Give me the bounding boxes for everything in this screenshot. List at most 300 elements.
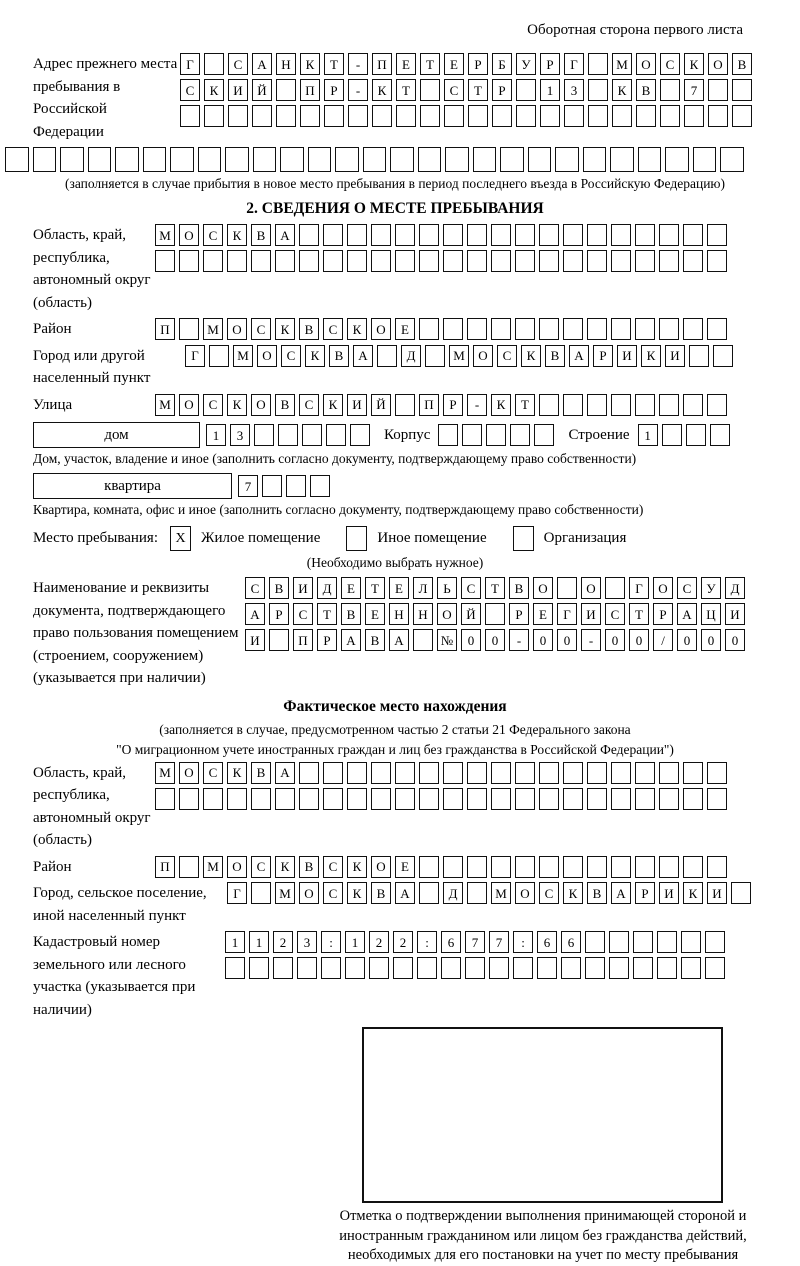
char-cell[interactable]: С (323, 882, 343, 904)
char-cell[interactable] (657, 931, 677, 953)
char-cell[interactable]: М (155, 394, 175, 416)
char-cell[interactable] (377, 345, 397, 367)
char-cell[interactable] (143, 147, 167, 172)
char-cell[interactable] (155, 788, 175, 810)
char-cell[interactable]: Д (443, 882, 463, 904)
char-cell[interactable] (681, 957, 701, 979)
char-cell[interactable] (684, 105, 704, 127)
char-cell[interactable]: М (203, 856, 223, 878)
char-cell[interactable]: О (179, 394, 199, 416)
char-cell[interactable]: В (509, 577, 529, 599)
char-cell[interactable] (179, 788, 199, 810)
char-cell[interactable] (468, 105, 488, 127)
char-cell[interactable]: С (323, 318, 343, 340)
char-cell[interactable] (5, 147, 29, 172)
char-cell[interactable]: П (293, 629, 313, 651)
char-cell[interactable]: Е (444, 53, 464, 75)
char-cell[interactable] (564, 105, 584, 127)
char-cell[interactable]: М (155, 762, 175, 784)
char-cell[interactable] (443, 318, 463, 340)
char-cell[interactable] (693, 147, 717, 172)
char-cell[interactable]: С (203, 394, 223, 416)
checkbox-zhiloe[interactable]: X (170, 526, 191, 551)
char-cell[interactable] (707, 224, 727, 246)
char-cell[interactable] (419, 882, 439, 904)
char-cell[interactable] (286, 475, 306, 497)
char-cell[interactable] (515, 250, 535, 272)
char-cell[interactable]: 1 (345, 931, 365, 953)
char-cell[interactable] (683, 762, 703, 784)
char-cell[interactable]: Г (557, 603, 577, 625)
char-cell[interactable] (683, 856, 703, 878)
char-cell[interactable] (555, 147, 579, 172)
char-cell[interactable] (473, 147, 497, 172)
char-cell[interactable]: О (515, 882, 535, 904)
char-cell[interactable] (348, 105, 368, 127)
char-cell[interactable] (419, 224, 439, 246)
char-cell[interactable]: О (533, 577, 553, 599)
char-cell[interactable] (278, 424, 298, 446)
char-cell[interactable]: Й (371, 394, 391, 416)
char-cell[interactable] (438, 424, 458, 446)
char-cell[interactable] (467, 250, 487, 272)
char-cell[interactable]: Й (461, 603, 481, 625)
char-cell[interactable]: В (299, 856, 319, 878)
char-cell[interactable] (491, 856, 511, 878)
char-cell[interactable] (732, 105, 752, 127)
char-cell[interactable]: - (467, 394, 487, 416)
char-cell[interactable]: К (204, 79, 224, 101)
char-cell[interactable] (299, 788, 319, 810)
char-cell[interactable]: А (252, 53, 272, 75)
char-cell[interactable] (251, 882, 271, 904)
char-cell[interactable]: Р (269, 603, 289, 625)
char-cell[interactable]: Ц (701, 603, 721, 625)
char-cell[interactable]: К (347, 318, 367, 340)
char-cell[interactable] (539, 788, 559, 810)
char-cell[interactable] (588, 105, 608, 127)
char-cell[interactable] (393, 957, 413, 979)
char-cell[interactable]: И (228, 79, 248, 101)
char-cell[interactable] (683, 250, 703, 272)
char-cell[interactable]: 2 (393, 931, 413, 953)
char-cell[interactable] (707, 856, 727, 878)
char-cell[interactable] (420, 105, 440, 127)
char-cell[interactable]: Д (725, 577, 745, 599)
checkbox-organizatsiya[interactable] (513, 526, 534, 551)
char-cell[interactable]: С (251, 318, 271, 340)
char-cell[interactable] (227, 250, 247, 272)
char-cell[interactable]: : (417, 931, 437, 953)
char-cell[interactable]: С (245, 577, 265, 599)
char-cell[interactable]: О (179, 762, 199, 784)
char-cell[interactable] (563, 224, 583, 246)
char-cell[interactable]: М (612, 53, 632, 75)
char-cell[interactable]: Г (629, 577, 649, 599)
char-cell[interactable] (372, 105, 392, 127)
char-cell[interactable] (275, 250, 295, 272)
char-cell[interactable] (707, 762, 727, 784)
char-cell[interactable]: 0 (701, 629, 721, 651)
char-cell[interactable] (540, 105, 560, 127)
char-cell[interactable]: Т (468, 79, 488, 101)
char-cell[interactable] (324, 105, 344, 127)
char-cell[interactable]: К (491, 394, 511, 416)
char-cell[interactable] (280, 147, 304, 172)
char-cell[interactable] (413, 629, 433, 651)
char-cell[interactable] (539, 318, 559, 340)
char-cell[interactable]: С (299, 394, 319, 416)
char-cell[interactable] (587, 318, 607, 340)
char-cell[interactable] (659, 394, 679, 416)
char-cell[interactable] (683, 394, 703, 416)
char-cell[interactable] (467, 762, 487, 784)
char-cell[interactable] (467, 224, 487, 246)
char-cell[interactable]: С (203, 762, 223, 784)
char-cell[interactable] (539, 762, 559, 784)
char-cell[interactable]: И (581, 603, 601, 625)
char-cell[interactable]: К (227, 394, 247, 416)
char-cell[interactable] (396, 105, 416, 127)
char-cell[interactable]: 7 (684, 79, 704, 101)
char-cell[interactable] (310, 475, 330, 497)
char-cell[interactable]: 6 (537, 931, 557, 953)
char-cell[interactable] (443, 788, 463, 810)
char-cell[interactable] (587, 224, 607, 246)
char-cell[interactable]: Р (317, 629, 337, 651)
char-cell[interactable] (88, 147, 112, 172)
char-cell[interactable] (203, 250, 223, 272)
char-cell[interactable] (611, 250, 631, 272)
char-cell[interactable]: О (473, 345, 493, 367)
char-cell[interactable]: С (677, 577, 697, 599)
char-cell[interactable]: Б (492, 53, 512, 75)
char-cell[interactable] (686, 424, 706, 446)
char-cell[interactable] (539, 224, 559, 246)
char-cell[interactable] (323, 224, 343, 246)
char-cell[interactable]: М (491, 882, 511, 904)
char-cell[interactable]: 3 (564, 79, 584, 101)
char-cell[interactable] (713, 345, 733, 367)
char-cell[interactable]: Р (540, 53, 560, 75)
char-cell[interactable]: Р (593, 345, 613, 367)
char-cell[interactable] (563, 788, 583, 810)
char-cell[interactable] (732, 79, 752, 101)
char-cell[interactable] (419, 762, 439, 784)
char-cell[interactable]: Т (317, 603, 337, 625)
char-cell[interactable]: - (348, 79, 368, 101)
char-cell[interactable]: М (275, 882, 295, 904)
char-cell[interactable] (539, 394, 559, 416)
char-cell[interactable] (516, 79, 536, 101)
char-cell[interactable] (633, 957, 653, 979)
char-cell[interactable] (443, 250, 463, 272)
char-cell[interactable] (419, 788, 439, 810)
char-cell[interactable] (371, 250, 391, 272)
char-cell[interactable]: В (269, 577, 289, 599)
char-cell[interactable]: К (323, 394, 343, 416)
char-cell[interactable]: С (605, 603, 625, 625)
char-cell[interactable]: П (419, 394, 439, 416)
char-cell[interactable] (253, 147, 277, 172)
char-cell[interactable] (563, 394, 583, 416)
char-cell[interactable] (659, 762, 679, 784)
char-cell[interactable]: - (581, 629, 601, 651)
char-cell[interactable]: О (299, 882, 319, 904)
char-cell[interactable]: В (341, 603, 361, 625)
char-cell[interactable] (417, 957, 437, 979)
char-cell[interactable] (635, 250, 655, 272)
char-cell[interactable] (515, 318, 535, 340)
char-cell[interactable] (611, 224, 631, 246)
char-cell[interactable]: Т (396, 79, 416, 101)
char-cell[interactable] (491, 224, 511, 246)
char-cell[interactable] (445, 147, 469, 172)
char-cell[interactable] (610, 147, 634, 172)
char-cell[interactable]: В (371, 882, 391, 904)
char-cell[interactable] (323, 788, 343, 810)
char-cell[interactable] (611, 762, 631, 784)
char-cell[interactable] (588, 53, 608, 75)
char-cell[interactable]: Л (413, 577, 433, 599)
char-cell[interactable] (467, 882, 487, 904)
char-cell[interactable] (467, 856, 487, 878)
char-cell[interactable]: Е (395, 318, 415, 340)
char-cell[interactable] (707, 788, 727, 810)
char-cell[interactable] (708, 79, 728, 101)
char-cell[interactable]: С (180, 79, 200, 101)
char-cell[interactable]: С (660, 53, 680, 75)
char-cell[interactable] (395, 224, 415, 246)
char-cell[interactable]: 0 (605, 629, 625, 651)
char-cell[interactable]: С (281, 345, 301, 367)
char-cell[interactable] (308, 147, 332, 172)
char-cell[interactable]: : (513, 931, 533, 953)
checkbox-inoe[interactable] (346, 526, 367, 551)
char-cell[interactable] (299, 224, 319, 246)
char-cell[interactable]: 7 (465, 931, 485, 953)
char-cell[interactable]: П (372, 53, 392, 75)
char-cell[interactable]: Г (180, 53, 200, 75)
char-cell[interactable]: К (347, 882, 367, 904)
char-cell[interactable] (731, 882, 751, 904)
char-cell[interactable]: Р (653, 603, 673, 625)
char-cell[interactable]: С (323, 856, 343, 878)
char-cell[interactable] (395, 394, 415, 416)
char-cell[interactable] (300, 105, 320, 127)
char-cell[interactable]: А (341, 629, 361, 651)
char-cell[interactable] (252, 105, 272, 127)
char-cell[interactable]: В (251, 224, 271, 246)
char-cell[interactable]: А (275, 762, 295, 784)
char-cell[interactable] (419, 318, 439, 340)
char-cell[interactable]: А (389, 629, 409, 651)
char-cell[interactable] (489, 957, 509, 979)
char-cell[interactable]: М (155, 224, 175, 246)
char-cell[interactable] (491, 250, 511, 272)
char-cell[interactable]: О (636, 53, 656, 75)
char-cell[interactable] (390, 147, 414, 172)
char-cell[interactable] (321, 957, 341, 979)
char-cell[interactable] (371, 788, 391, 810)
char-cell[interactable] (418, 147, 442, 172)
char-cell[interactable]: И (617, 345, 637, 367)
char-cell[interactable] (539, 250, 559, 272)
char-cell[interactable] (443, 224, 463, 246)
char-cell[interactable] (528, 147, 552, 172)
char-cell[interactable]: № (437, 629, 457, 651)
char-cell[interactable] (60, 147, 84, 172)
char-cell[interactable]: С (539, 882, 559, 904)
char-cell[interactable]: А (245, 603, 265, 625)
char-cell[interactable]: К (641, 345, 661, 367)
char-cell[interactable] (681, 931, 701, 953)
char-cell[interactable]: 1 (638, 424, 658, 446)
char-cell[interactable]: С (203, 224, 223, 246)
char-cell[interactable] (635, 856, 655, 878)
char-cell[interactable]: С (251, 856, 271, 878)
char-cell[interactable] (563, 250, 583, 272)
char-cell[interactable] (707, 394, 727, 416)
char-cell[interactable]: К (227, 762, 247, 784)
char-cell[interactable] (491, 318, 511, 340)
char-cell[interactable]: А (677, 603, 697, 625)
char-cell[interactable] (179, 250, 199, 272)
char-cell[interactable]: О (227, 318, 247, 340)
char-cell[interactable] (467, 318, 487, 340)
char-cell[interactable] (204, 105, 224, 127)
char-cell[interactable]: : (321, 931, 341, 953)
char-cell[interactable]: А (275, 224, 295, 246)
char-cell[interactable]: 1 (249, 931, 269, 953)
char-cell[interactable]: М (449, 345, 469, 367)
char-cell[interactable]: Р (468, 53, 488, 75)
char-cell[interactable] (444, 105, 464, 127)
char-cell[interactable]: - (509, 629, 529, 651)
char-cell[interactable]: А (395, 882, 415, 904)
char-cell[interactable] (363, 147, 387, 172)
char-cell[interactable]: Г (564, 53, 584, 75)
char-cell[interactable] (510, 424, 530, 446)
char-cell[interactable] (683, 788, 703, 810)
char-cell[interactable]: С (293, 603, 313, 625)
char-cell[interactable]: О (251, 394, 271, 416)
char-cell[interactable] (516, 105, 536, 127)
char-cell[interactable]: 3 (230, 424, 250, 446)
char-cell[interactable] (587, 394, 607, 416)
char-cell[interactable] (635, 394, 655, 416)
char-cell[interactable] (611, 394, 631, 416)
char-cell[interactable] (563, 318, 583, 340)
char-cell[interactable]: Е (365, 603, 385, 625)
char-cell[interactable] (443, 762, 463, 784)
char-cell[interactable] (612, 105, 632, 127)
char-cell[interactable] (491, 762, 511, 784)
char-cell[interactable] (660, 79, 680, 101)
char-cell[interactable] (683, 318, 703, 340)
char-cell[interactable]: М (233, 345, 253, 367)
char-cell[interactable]: Й (252, 79, 272, 101)
char-cell[interactable]: Н (276, 53, 296, 75)
char-cell[interactable]: Р (492, 79, 512, 101)
char-cell[interactable] (467, 788, 487, 810)
char-cell[interactable] (443, 856, 463, 878)
char-cell[interactable]: Д (317, 577, 337, 599)
char-cell[interactable] (587, 856, 607, 878)
char-cell[interactable]: В (365, 629, 385, 651)
char-cell[interactable] (660, 105, 680, 127)
char-cell[interactable] (611, 856, 631, 878)
char-cell[interactable]: 0 (461, 629, 481, 651)
char-cell[interactable] (441, 957, 461, 979)
char-cell[interactable] (662, 424, 682, 446)
char-cell[interactable]: Т (629, 603, 649, 625)
char-cell[interactable]: К (683, 882, 703, 904)
char-cell[interactable] (708, 105, 728, 127)
char-cell[interactable] (273, 957, 293, 979)
char-cell[interactable] (228, 105, 248, 127)
char-cell[interactable] (659, 788, 679, 810)
char-cell[interactable] (492, 105, 512, 127)
char-cell[interactable] (395, 762, 415, 784)
char-cell[interactable] (588, 79, 608, 101)
char-cell[interactable]: 6 (561, 931, 581, 953)
char-cell[interactable]: В (329, 345, 349, 367)
char-cell[interactable]: С (497, 345, 517, 367)
char-cell[interactable]: Г (227, 882, 247, 904)
char-cell[interactable] (635, 224, 655, 246)
char-cell[interactable] (395, 788, 415, 810)
char-cell[interactable] (500, 147, 524, 172)
char-cell[interactable]: 1 (206, 424, 226, 446)
char-cell[interactable]: В (545, 345, 565, 367)
char-cell[interactable]: Т (420, 53, 440, 75)
char-cell[interactable] (659, 224, 679, 246)
char-cell[interactable]: И (659, 882, 679, 904)
char-cell[interactable]: В (251, 762, 271, 784)
char-cell[interactable] (251, 250, 271, 272)
char-cell[interactable]: В (299, 318, 319, 340)
char-cell[interactable]: Т (485, 577, 505, 599)
char-cell[interactable]: А (611, 882, 631, 904)
char-cell[interactable]: Е (396, 53, 416, 75)
char-cell[interactable] (710, 424, 730, 446)
char-cell[interactable] (486, 424, 506, 446)
char-cell[interactable] (33, 147, 57, 172)
char-cell[interactable] (557, 577, 577, 599)
char-cell[interactable] (425, 345, 445, 367)
char-cell[interactable]: К (227, 224, 247, 246)
char-cell[interactable]: О (371, 856, 391, 878)
char-cell[interactable] (659, 856, 679, 878)
char-cell[interactable] (227, 788, 247, 810)
char-cell[interactable]: В (275, 394, 295, 416)
char-cell[interactable] (561, 957, 581, 979)
char-cell[interactable]: 7 (489, 931, 509, 953)
char-cell[interactable] (302, 424, 322, 446)
char-cell[interactable]: У (516, 53, 536, 75)
char-cell[interactable] (635, 762, 655, 784)
char-cell[interactable] (251, 788, 271, 810)
char-cell[interactable]: Н (389, 603, 409, 625)
char-cell[interactable] (225, 147, 249, 172)
char-cell[interactable]: О (708, 53, 728, 75)
char-cell[interactable]: И (293, 577, 313, 599)
char-cell[interactable] (537, 957, 557, 979)
char-cell[interactable]: Р (509, 603, 529, 625)
char-cell[interactable]: К (347, 856, 367, 878)
char-cell[interactable] (335, 147, 359, 172)
